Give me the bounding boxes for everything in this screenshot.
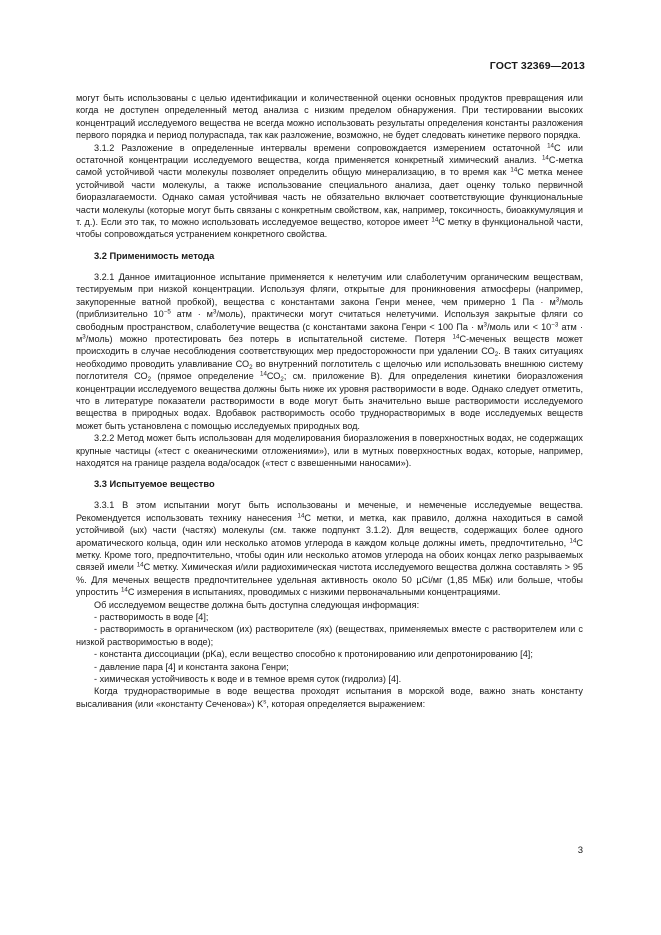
info-list-item: - растворимость в органическом (их) растворителе (ях) (веществах, применяемых вместе с растворителем или с низкой растворимостью в воде); xyxy=(76,624,583,647)
info-list-item: - константа диссоциации (pKa), если вещество способно к протонированию или депротонированию [4]; xyxy=(94,649,533,660)
paragraph-3-2-1: 3.2.1 Данное имитационное испытание применяется к нелетучим или слаболетучим органическим веществам, тестируемым при низкой концентрации. Используя фляги, открытые для проникновения атмосферы (например, закупоренные ватной пробкой), вещества с константами закона Генри менее, чем примерно 1 Па · $м^3$/моль (приблизительно $10^{-5}$ атм · $м^3/моль$), практически могут считаться нелетучими. Используя закрытые фляги со свободным пространством, слаболетучие вещества (с константами закона Генри < 100 Па · $м^3$/моль или < $10^{-3}$ атм · $м^3/моль$) можно протестировать без потерь в испытательной системе. Потеря $^{14}$С-меченых веществ может происходить в случае несоблюдения соответствующих мер предосторожности при удалении $СО_2$. В таких ситуациях необходимо проводить улавливание $СО_2$ во внутренний поглотитель с щелочью или использовать внешнюю систему поглотителя $СО_2$ (прямое определение $^{14}СО_2$; см. приложение В). Для определения кинетики биоразложения концентрации исследуемого вещества должны быть ниже их уровня растворимости в воде. Однако следует отметить, что в литературе показатели растворимости в воде могут быть значительно выше растворимости исследуемого вещества в природных водах. Вдобавок растворимость особо труднорастворимых в воде исследуемых веществ может быть установлена с помощью исследуемых природных вод. xyxy=(76,271,584,431)
paragraph-3-2-2: 3.2.2 Метод может быть использован для моделирования биоразложения в поверхностных водах, не содержащих крупные частицы («тест с океаническими отложениями»), или в мутных поверхностных водах, которые, например, находятся на границе раздела вода/осадок («тест с взвешенными наносами»). xyxy=(76,433,583,468)
section-heading-3-3: 3.3 Испытуемое вещество xyxy=(94,479,215,490)
standard-header: ГОСТ 32369—2013 xyxy=(489,60,585,72)
paragraph-3-1-2: 3.1.2 Разложение в определенные интервалы времени сопровождается измерением остаточной $^{14}$С или остаточной концентрации исследуемого вещества, когда применяется конкретный химический анализ. $^{14}$С-метка самой устойчивой части молекулы позволяет определить общую минерализацию, в то время как $^{14}$С метка менее устойчивой части молекулы, а также использование специального анализа, дает оценку только первичной биоразлагаемости. Однако самая устойчивая часть не обязательно включает соответствующие функциональные части молекулы (которые могут быть связаны с конкретным свойством, как, например, токсичность, биоаккумуляция и т. д.). Если это так, то можно использовать исследуемое вещество, которое имеет $^{14}$С метку в функциональной части, чтобы сопровождаться устранением конкретного свойства. xyxy=(76,142,584,240)
document-body xyxy=(76,92,583,710)
info-list-item: - растворимость в воде [4]; xyxy=(94,612,209,623)
paragraph-salting-constant: Когда труднорастворимые в воде вещества проходят испытания в морской воде, важно знать константу высаливания (или «константу Сеченова») $K^s$, которая определяется выражением: xyxy=(76,686,583,709)
paragraph-3-3-1: 3.3.1 В этом испытании могут быть использованы и меченые, и немеченые исследуемые вещества. Рекомендуется использовать технику нанесения $^{14}$С метки, и метка, как правило, должна находиться в самой устойчивой (ых) части (частях) молекулы (см. также подпункт 3.1.2). Для веществ, содержащих более одного ароматического кольца, один или несколько атомов углерода в каждом кольце должны иметь, предпочтительно, $^{14}$С метку. Кроме того, предпочтительно, чтобы один или несколько атомов углерода на обоих концах легко разрываемых связей имели $^{14}$С метку. Химическая и/или радиохимическая чистота исследуемого вещества должна составлять > 95 %. Для меченых веществ предпочтительнее удельная активность около 50 µCi/мг (1,85 МБк) или больше, чтобы упростить $^{14}$С измерения в испытаниях, проводимых с низкими первоначальными концентрациями. xyxy=(76,500,583,598)
page-number: 3 xyxy=(577,845,583,856)
info-intro-paragraph: Об исследуемом веществе должна быть доступна следующая информация: xyxy=(94,599,420,610)
paragraph-continuation: могут быть использованы с целью идентификации и количественной оценки основных продуктов превращения или когда не доступен определенный метод анализа с низким пределом обнаружения. При тестировании высоких концентраций исследуемого вещества не всегда можно использовать результаты определения константы разложения первого порядка и период полураспада, так как разложение, возможно, не будет следовать кинетике первого порядка. xyxy=(76,93,583,141)
info-list-item: - давление пара [4] и константа закона Генри; xyxy=(94,661,289,672)
section-heading-3-2: 3.2 Применимость метода xyxy=(94,250,215,261)
info-list-item: - химическая устойчивость к воде и в темное время суток (гидролиз) [4]. xyxy=(94,674,402,685)
